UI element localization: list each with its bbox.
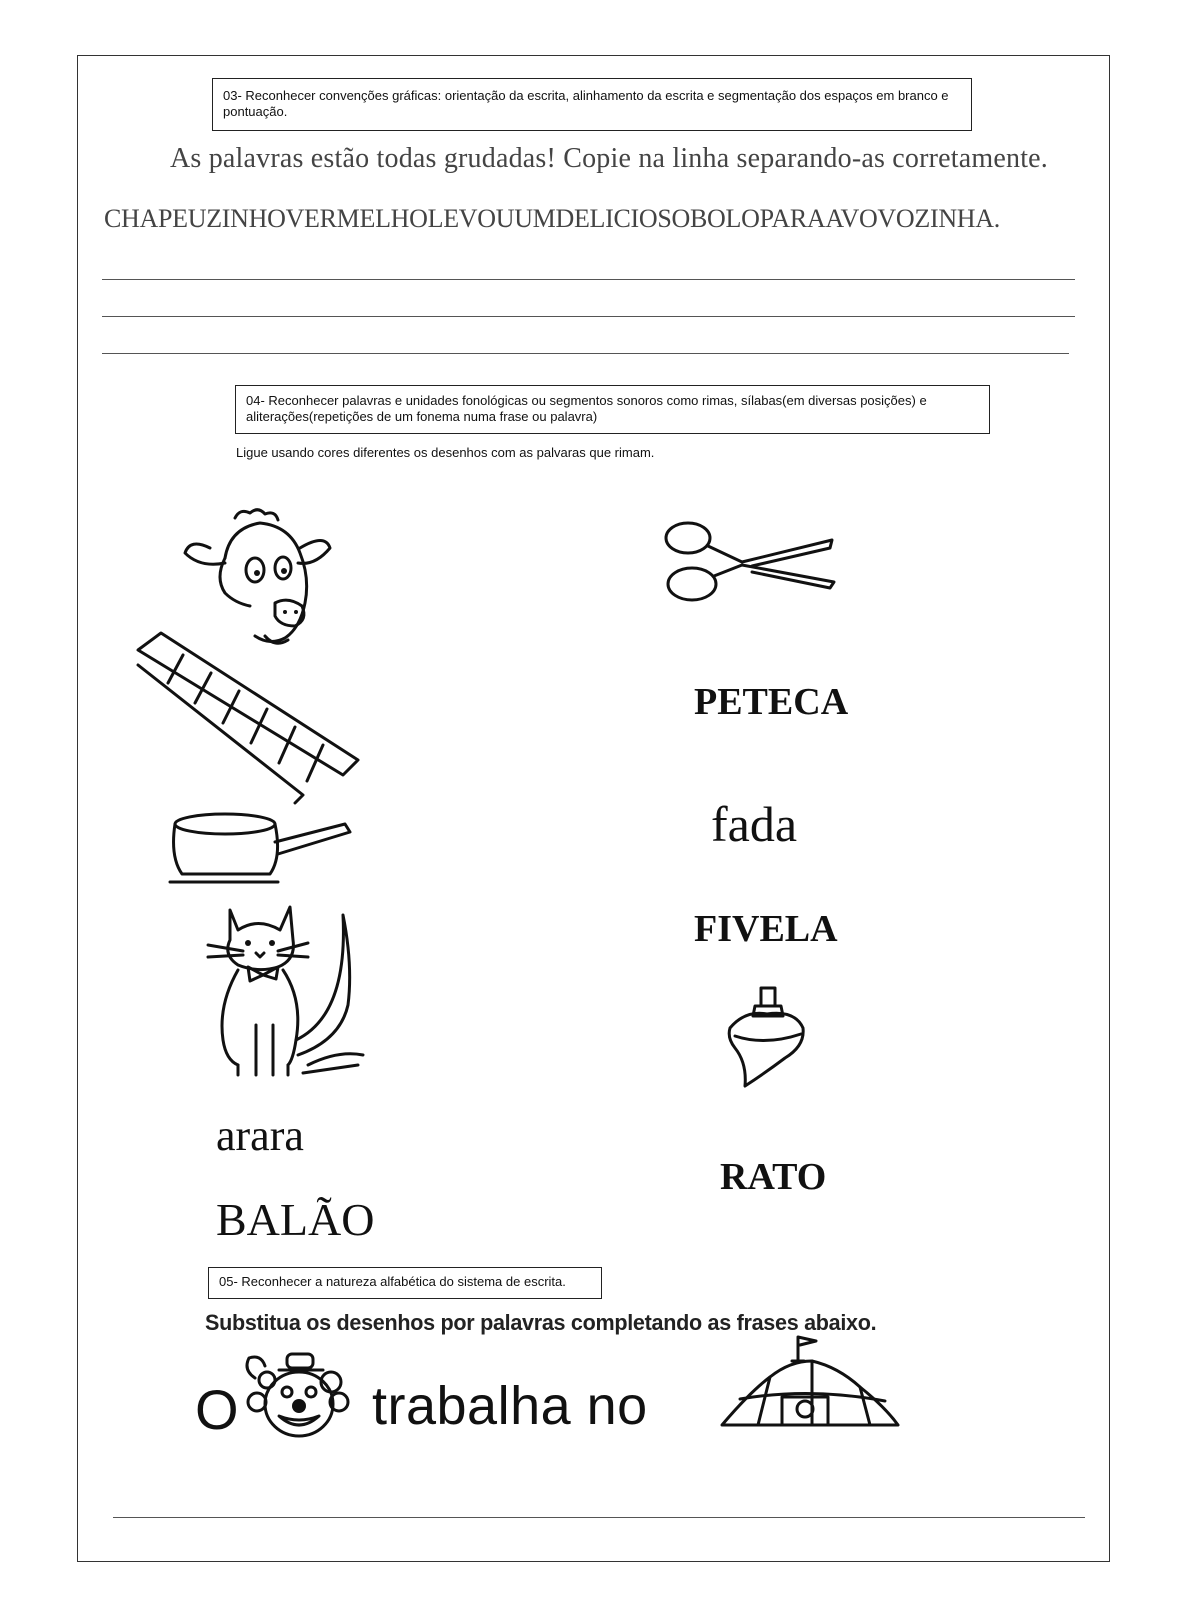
word-peteca[interactable]: PETECA bbox=[694, 681, 849, 723]
spinning-top-icon bbox=[725, 988, 807, 1088]
answer-line-1[interactable] bbox=[102, 279, 1075, 280]
answer-line-4[interactable] bbox=[113, 1517, 1085, 1518]
ladder-icon bbox=[133, 625, 363, 805]
sentence-middle-text: trabalha no bbox=[372, 1376, 648, 1436]
section-04-instruction: Ligue usando cores diferentes os desenhos com as palvaras que rimam. bbox=[236, 445, 655, 460]
answer-line-2[interactable] bbox=[102, 316, 1075, 317]
word-balao[interactable]: BALÃO bbox=[216, 1194, 375, 1245]
word-rato[interactable]: RATO bbox=[720, 1156, 827, 1198]
word-arara[interactable]: arara bbox=[216, 1111, 304, 1160]
section-03-header: 03- Reconhecer convenções gráficas: orientação da escrita, alinhamento da escrita e segmentação dos espaços em branco e pontuação. bbox=[212, 78, 972, 131]
scissors-icon bbox=[662, 520, 842, 605]
clown-icon bbox=[243, 1350, 353, 1438]
section-03-sentence: CHAPEUZINHOVERMELHOLEVOUUMDELICIOSOBOLOPARAAVOVOZINHA. bbox=[104, 204, 1000, 233]
circus-tent-icon bbox=[720, 1337, 900, 1437]
section-05-header: 05- Reconhecer a natureza alfabética do sistema de escrita. bbox=[208, 1267, 602, 1299]
section-05-instruction: Substitua os desenhos por palavras completando as frases abaixo. bbox=[205, 1310, 877, 1335]
pan-icon bbox=[170, 812, 355, 887]
section-04-header: 04- Reconhecer palavras e unidades fonológicas ou segmentos sonoros como rimas, sílabas(em diversas posições) e aliterações(repetições de um fonema numa frase ou palavra) bbox=[235, 385, 990, 434]
answer-line-3[interactable] bbox=[102, 353, 1069, 354]
sentence-start-o: O bbox=[195, 1378, 239, 1441]
cat-icon bbox=[208, 905, 366, 1080]
section-03-instruction: As palavras estão todas grudadas! Copie na linha separando-as corretamente. bbox=[170, 143, 1049, 174]
word-fivela[interactable]: FIVELA bbox=[694, 908, 838, 950]
word-fada[interactable]: fada bbox=[711, 796, 798, 852]
